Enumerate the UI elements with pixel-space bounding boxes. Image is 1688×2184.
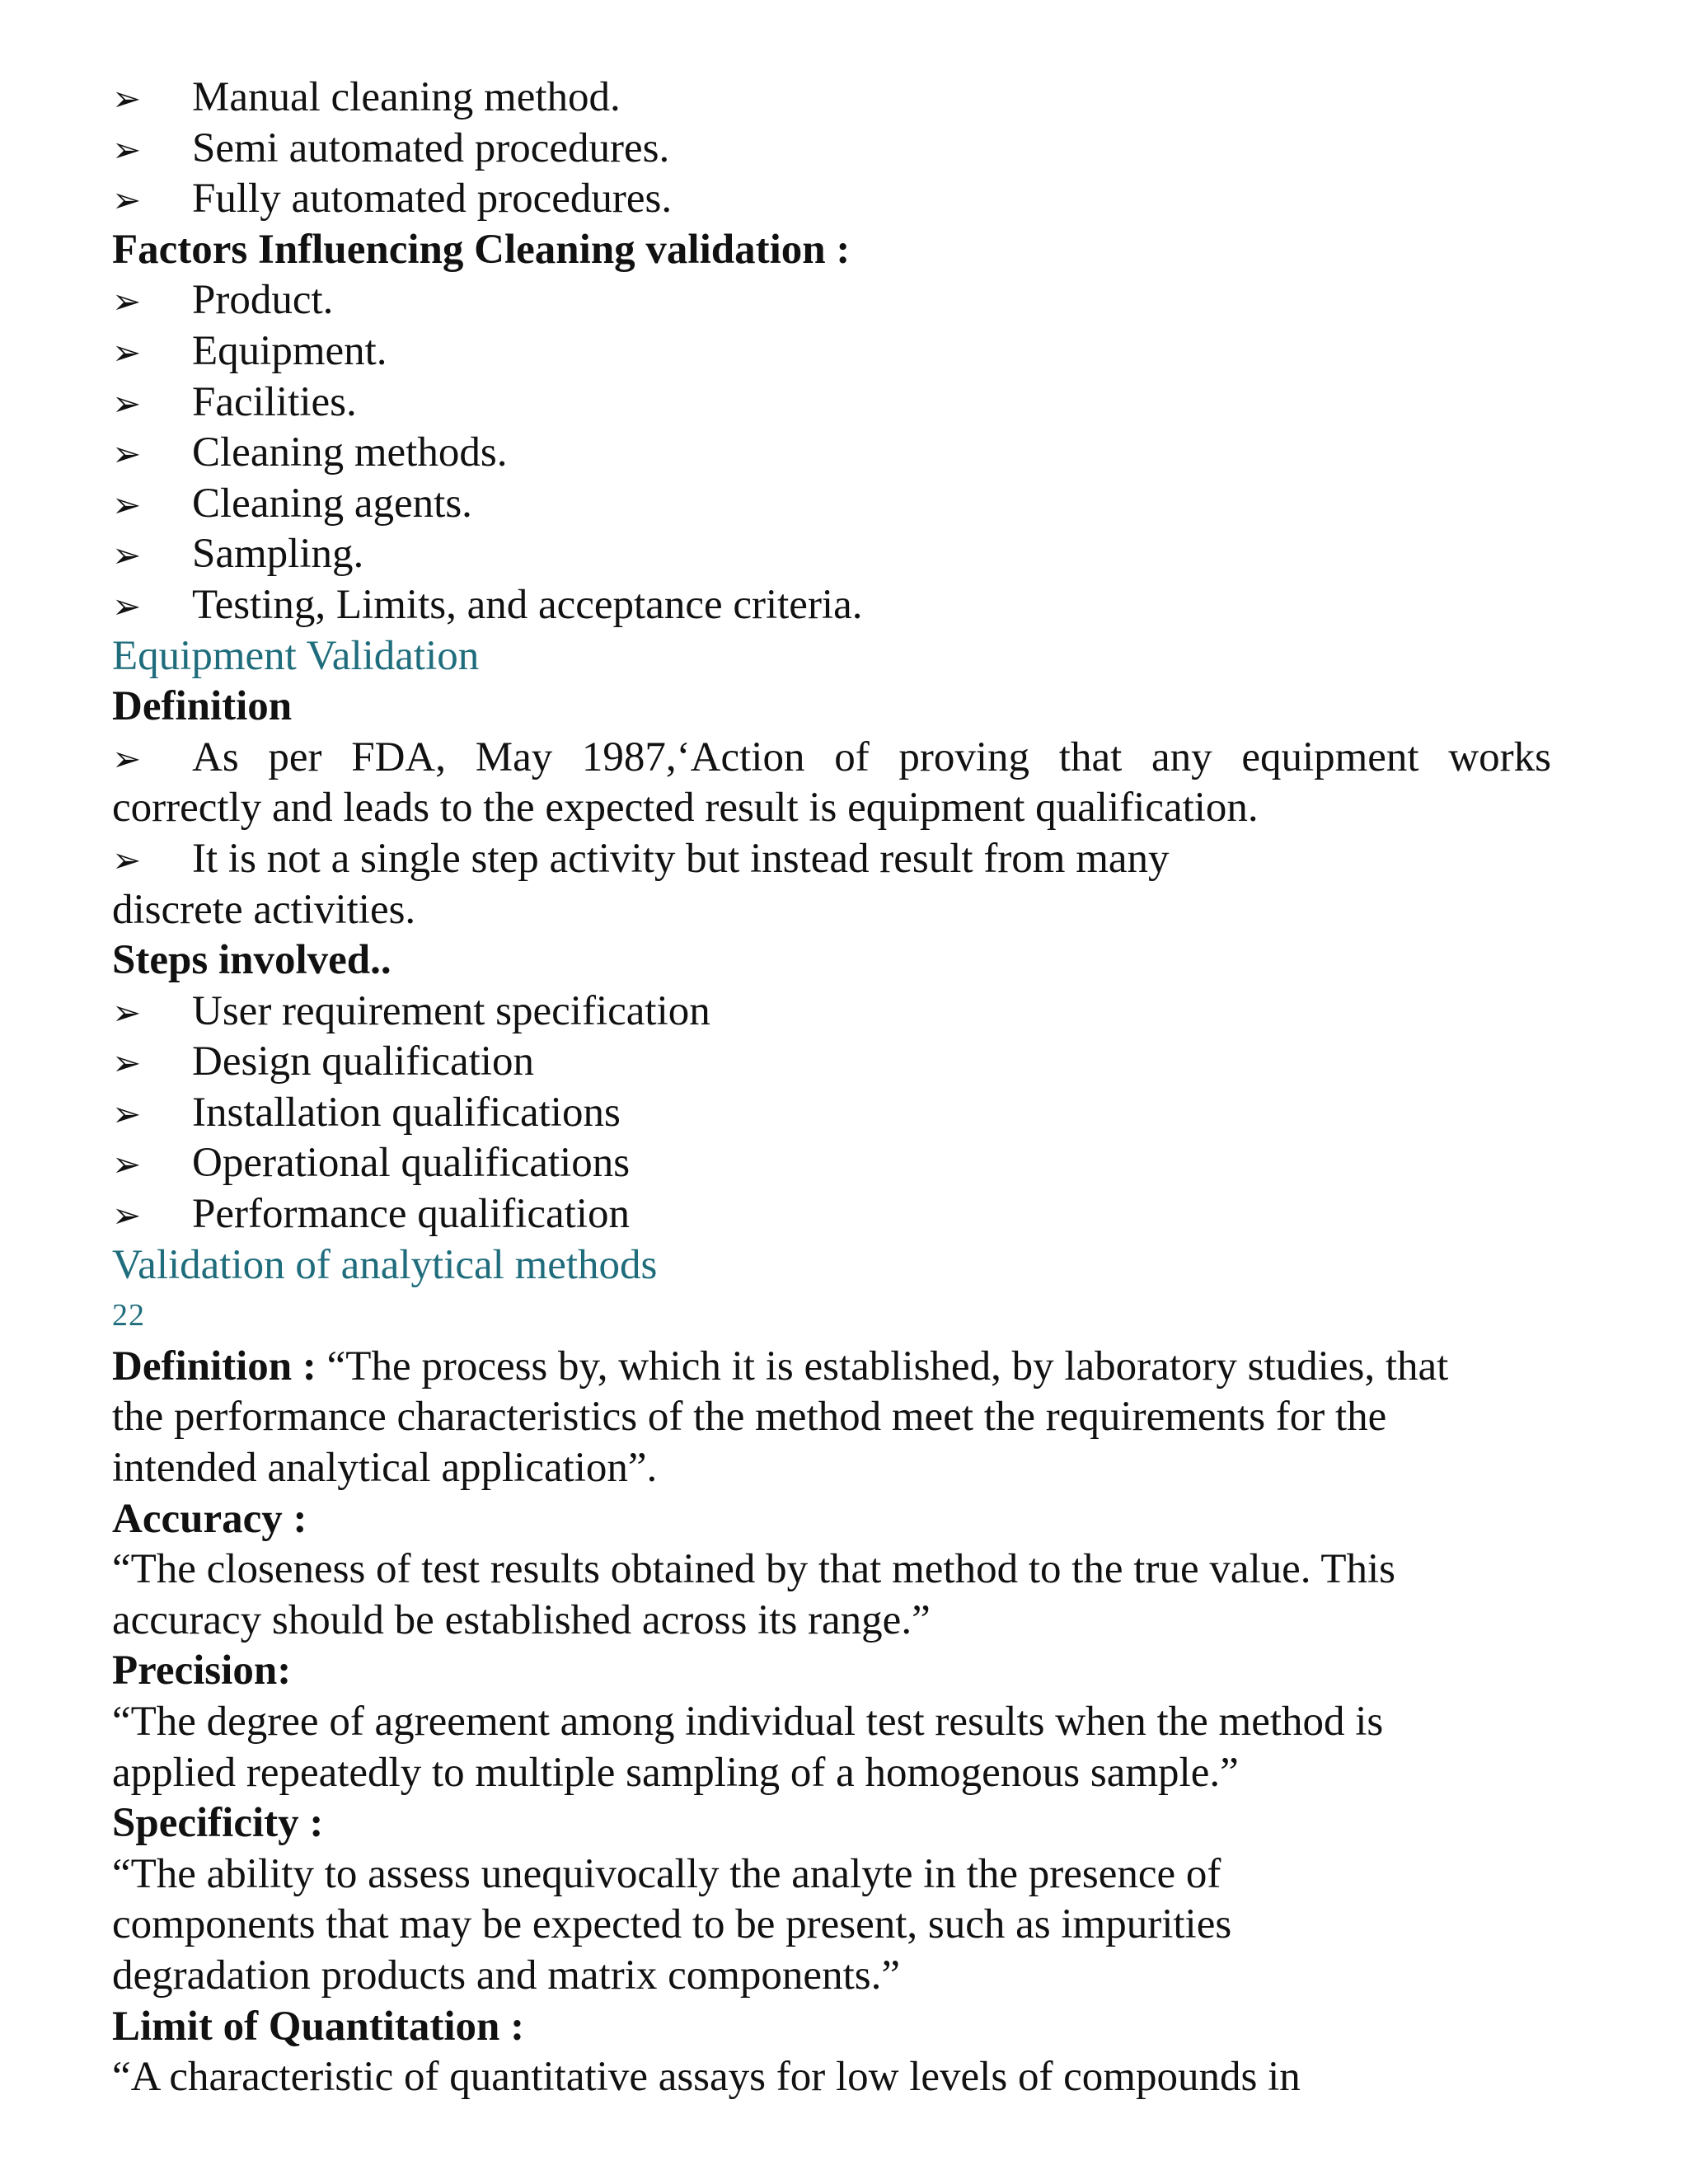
list-item-text: Product. [192, 277, 334, 324]
list-item [112, 73, 1551, 124]
arrow-bullet-icon: ➢ [112, 129, 142, 170]
analytical-definition-text: “The process by, which it is established, by laboratory studies, that [316, 1343, 1449, 1390]
list-item [112, 529, 1551, 580]
arrow-bullet-icon: ➢ [112, 1093, 142, 1134]
list-item [112, 1189, 1551, 1240]
list-item [112, 174, 1551, 225]
analytical-definition-line: intended analytical application”. [112, 1445, 658, 1492]
list-item [112, 124, 1551, 175]
specificity-text-line: components that may be expected to be present, such as impurities [112, 1901, 1232, 1948]
arrow-bullet-icon: ➢ [112, 434, 142, 475]
list-item-text: Facilities. [192, 378, 357, 425]
list-item-text: Equipment. [192, 327, 387, 374]
definition-bullet-2-text: It is not a single step activity but instead result from many [192, 835, 1170, 882]
list-item-text: Manual cleaning method. [192, 74, 621, 120]
steps-heading: Steps involved.. [112, 937, 392, 984]
arrow-bullet-icon: ➢ [112, 1195, 142, 1236]
loq-text-line: “A characteristic of quantitative assays for low levels of compounds in [112, 2054, 1301, 2101]
accuracy-text-line: accuracy should be established across its range.” [112, 1596, 931, 1643]
precision-heading: Precision: [112, 1647, 292, 1694]
arrow-bullet-icon: ➢ [112, 382, 142, 424]
list-item-text: Testing, Limits, and acceptance criteria. [192, 581, 863, 628]
analytical-definition-line: the performance characteristics of the method meet the requirements for the [112, 1394, 1387, 1441]
accuracy-text-line: “The closeness of test results obtained by that method to the true value. This [112, 1546, 1396, 1593]
list-item-text: Operational qualifications [192, 1140, 631, 1187]
analytical-methods-title: Validation of analytical methods [112, 1241, 658, 1288]
arrow-bullet-icon: ➢ [112, 281, 142, 322]
equipment-validation-title: Equipment Validation [112, 632, 480, 679]
analytical-definition-label: Definition : [112, 1343, 316, 1390]
arrow-bullet-icon: ➢ [112, 585, 142, 626]
list-item-text: Sampling. [192, 531, 364, 578]
list-item-text: Cleaning agents. [192, 480, 472, 527]
list-item [112, 1037, 1551, 1088]
list-item [112, 479, 1551, 530]
factors-heading: Factors Influencing Cleaning validation : [112, 226, 851, 273]
list-item [112, 1088, 1551, 1139]
precision-text-line: applied repeatedly to multiple sampling of a homogenous sample.” [112, 1749, 1239, 1796]
arrow-bullet-icon: ➢ [112, 331, 142, 373]
definition-bullet-1-text: As per FDA, May 1987,‘Action of proving that any equipment works [192, 733, 1551, 780]
definition-bullet-1-first-line [112, 733, 1551, 784]
list-item [112, 377, 1551, 429]
list-item-text: Fully automated procedures. [192, 176, 673, 223]
arrow-bullet-icon: ➢ [112, 738, 142, 779]
list-item-text: Performance qualification [192, 1191, 631, 1238]
arrow-bullet-icon: ➢ [112, 484, 142, 525]
precision-text-line: “The degree of agreement among individual test results when the method is [112, 1699, 1384, 1745]
list-item-text: Cleaning methods. [192, 429, 508, 476]
specificity-heading: Specificity : [112, 1800, 324, 1847]
arrow-bullet-icon: ➢ [112, 1043, 142, 1084]
list-item-text: User requirement specification [192, 987, 710, 1034]
arrow-bullet-icon: ➢ [112, 991, 142, 1033]
accuracy-heading: Accuracy : [112, 1495, 307, 1542]
definition-bullet-1-continuation: correctly and leads to the expected result is equipment qualification. [112, 785, 1259, 832]
list-item [112, 428, 1551, 479]
definition-heading: Definition [112, 683, 293, 730]
list-item [112, 326, 1551, 377]
list-item [112, 1138, 1551, 1189]
list-item-text: Installation qualifications [192, 1089, 621, 1136]
list-item-text: Design qualification [192, 1038, 534, 1085]
arrow-bullet-icon: ➢ [112, 839, 142, 880]
specificity-text-line: degradation products and matrix components.” [112, 1952, 900, 1999]
arrow-bullet-icon: ➢ [112, 1144, 142, 1185]
definition-bullet-2-first-line [112, 834, 1551, 885]
loq-heading: Limit of Quantitation : [112, 2003, 525, 2050]
definition-bullet-2-continuation: discrete activities. [112, 886, 416, 933]
list-item-text: Semi automated procedures. [192, 124, 670, 171]
page-content [112, 73, 1551, 2103]
arrow-bullet-icon: ➢ [112, 535, 142, 576]
list-item [112, 275, 1551, 326]
arrow-bullet-icon: ➢ [112, 180, 142, 221]
list-item [112, 580, 1551, 631]
arrow-bullet-icon: ➢ [112, 78, 142, 119]
analytical-definition-line [112, 1342, 1551, 1393]
list-item [112, 987, 1551, 1038]
specificity-text-line: “The ability to assess unequivocally the analyte in the presence of [112, 1850, 1221, 1897]
page-number: 22 [112, 1298, 145, 1333]
